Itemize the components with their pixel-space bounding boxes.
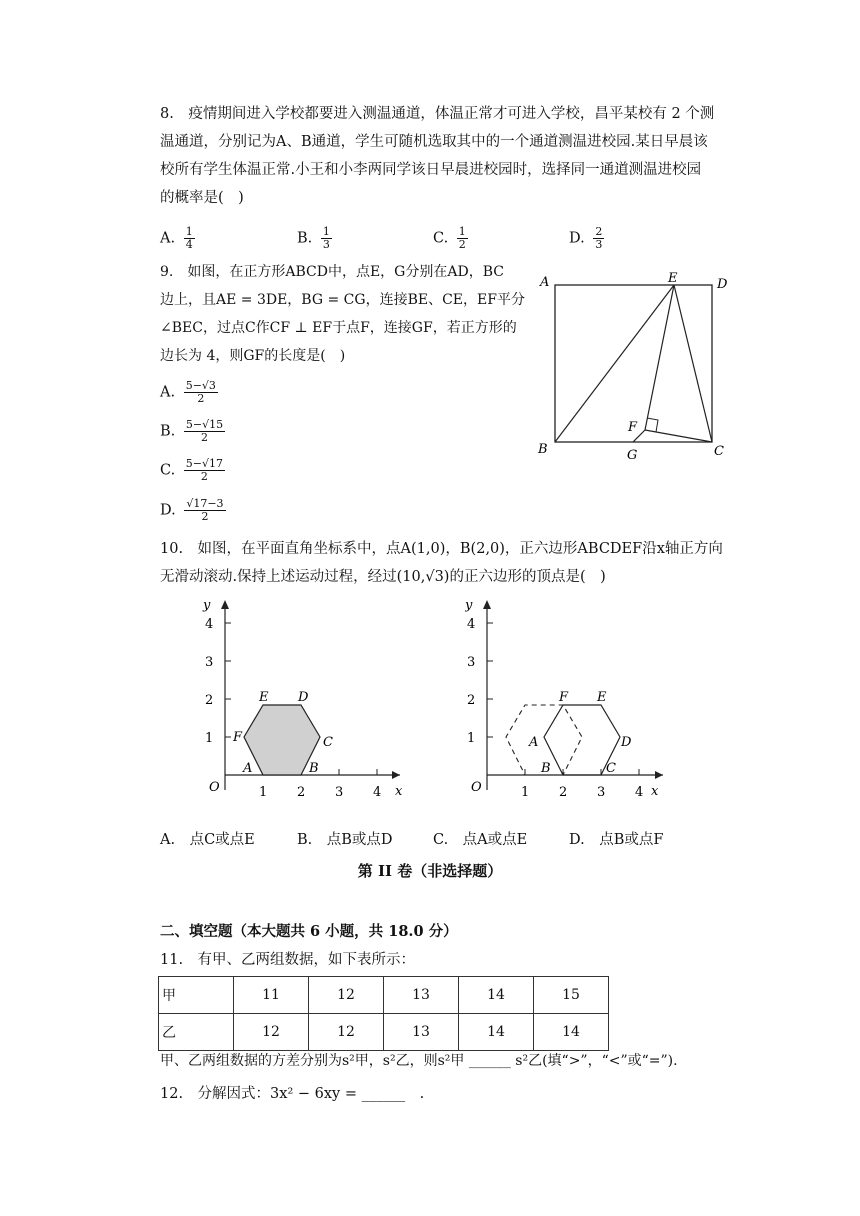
q10-line-1: 10. 如图，在平面直角坐标系中，点A(1,0)，B(2,0)，正六边形ABCDEF沿x轴正方向 <box>160 541 723 557</box>
q11-line: 11. 有甲、乙两组数据，如下表所示： <box>160 952 416 968</box>
svg-text:4: 4 <box>467 617 476 632</box>
q10-text <box>160 535 740 591</box>
q9-text <box>160 258 530 370</box>
segment-be <box>555 285 674 442</box>
svg-text:C: C <box>606 761 616 776</box>
label-c: C <box>714 444 724 459</box>
q11-after: 甲、乙两组数据的方差分别为s²甲，s²乙，则s²甲 ______ s²乙(填“>”，“<”或“=”). <box>160 1053 678 1069</box>
section-title: 第 II 卷（非选择题） <box>357 862 503 880</box>
svg-text:A: A <box>529 735 539 750</box>
q10-option-d: D. 点B或点F <box>569 832 664 848</box>
q9-line-2: 边上，且AE = 3DE，BG = CG，连接BE、CE，EF平分 <box>160 292 525 308</box>
square-abcd <box>555 285 712 442</box>
q8-text <box>160 100 730 212</box>
q8-option-b: B. $\frac{1}{3}$ <box>297 225 330 251</box>
q10-option-c: C. 点A或点E <box>433 832 528 848</box>
q8-option-b-fraction: $\frac{1}{3}$ <box>322 225 330 251</box>
q8-option-a-fraction: $\frac{1}{4}$ <box>185 225 193 251</box>
section-heading-fill-in: 二、填空题（本大题共 6 小题，共 18.0 分） <box>160 923 458 940</box>
svg-text:2: 2 <box>297 785 306 800</box>
q9-square-figure <box>530 268 740 463</box>
q8-line-1: 8. 疫情期间进入学校都要进入测温通道，体温正常才可进入学校，昌平某校有 2 个测 <box>160 106 715 122</box>
svg-text:O: O <box>471 780 482 795</box>
svg-text:F: F <box>559 690 569 705</box>
svg-text:3: 3 <box>467 655 476 670</box>
q8-line-3: 校所有学生体温正常.小王和小李两同学该日早晨进校园时，选择同一通道测温进校园 <box>160 162 702 178</box>
svg-text:D: D <box>298 690 309 705</box>
svg-text:C: C <box>323 735 333 750</box>
svg-text:x: x <box>651 784 659 799</box>
q8-option-d: D. $\frac{2}{3}$ <box>569 225 603 251</box>
svg-text:E: E <box>259 690 269 705</box>
q10-line-2: 无滑动滚动.保持上述运动过程，经过(10,√3)的正六边形的顶点是( ) <box>160 569 606 585</box>
label-f: F <box>628 420 638 435</box>
label-e: E <box>668 271 678 286</box>
svg-text:B: B <box>309 761 319 776</box>
q9-option-d: D. $\frac{√17-3}{2}$ <box>160 497 224 523</box>
label-b: B <box>538 442 548 457</box>
svg-text:1: 1 <box>259 785 268 800</box>
svg-text:A: A <box>243 761 253 776</box>
table-row: 乙 12 12 13 14 14 <box>159 1014 609 1051</box>
svg-text:E: E <box>597 690 607 705</box>
svg-text:4: 4 <box>205 617 214 632</box>
svg-text:3: 3 <box>597 785 606 800</box>
q9-line-3: ∠BEC，过点C作CF ⊥ EF于点F，连接GF，若正方形的 <box>160 320 517 336</box>
svg-text:x: x <box>395 784 403 799</box>
svg-text:2: 2 <box>205 693 214 708</box>
svg-text:1: 1 <box>467 731 476 746</box>
q11-table <box>158 976 609 1051</box>
svg-text:B: B <box>541 761 551 776</box>
svg-text:F: F <box>233 730 243 745</box>
segment-ef <box>645 285 674 430</box>
svg-text:y: y <box>465 598 473 613</box>
q9-option-b: B. $\frac{5-√15}{2}$ <box>160 418 224 444</box>
svg-text:1: 1 <box>205 731 214 746</box>
table-row: 甲 11 12 13 14 15 <box>159 977 609 1014</box>
svg-text:3: 3 <box>335 785 344 800</box>
q9-option-a: A. $\frac{5-√3}{2}$ <box>160 379 216 405</box>
label-a: A <box>540 275 550 290</box>
segment-cf <box>645 430 712 442</box>
row-label: 甲 <box>159 977 234 1014</box>
q8-option-c-fraction: $\frac{1}{2}$ <box>458 225 466 251</box>
q10-option-b: B. 点B或点D <box>297 832 393 848</box>
q10-left-figure <box>195 595 410 800</box>
q10-option-a: A. 点C或点E <box>160 832 255 848</box>
svg-text:O: O <box>209 780 220 795</box>
svg-text:D: D <box>621 735 632 750</box>
label-d: D <box>717 277 728 292</box>
q9-option-c: C. $\frac{5-√17}{2}$ <box>160 457 224 483</box>
q12-line: 12. 分解因式：3x² − 6xy = ______ . <box>160 1086 425 1102</box>
q8-option-c: C. $\frac{1}{2}$ <box>433 225 466 251</box>
svg-text:4: 4 <box>635 785 644 800</box>
right-angle-mark <box>647 418 658 432</box>
row-label: 乙 <box>159 1014 234 1051</box>
q8-line-2: 温通道，分别记为A、B通道，学生可随机选取其中的一个通道测温进校园.某日早晨该 <box>160 134 708 150</box>
svg-text:3: 3 <box>205 655 214 670</box>
q10-right-figure <box>465 595 675 800</box>
q9-line-4: 边长为 4，则GF的长度是( ) <box>160 348 346 364</box>
svg-text:2: 2 <box>467 693 476 708</box>
q9-line-1: 9. 如图，在正方形ABCD中，点E，G分别在AD，BC <box>160 264 504 280</box>
q8-option-d-fraction: $\frac{2}{3}$ <box>595 225 603 251</box>
svg-text:y: y <box>203 598 211 613</box>
svg-text:1: 1 <box>521 785 530 800</box>
q8-option-a: A. $\frac{1}{4}$ <box>160 225 193 251</box>
segment-ce <box>674 285 712 442</box>
q8-line-4: 的概率是( ) <box>160 190 244 206</box>
svg-text:2: 2 <box>559 785 568 800</box>
label-g: G <box>627 448 638 463</box>
svg-text:4: 4 <box>373 785 382 800</box>
